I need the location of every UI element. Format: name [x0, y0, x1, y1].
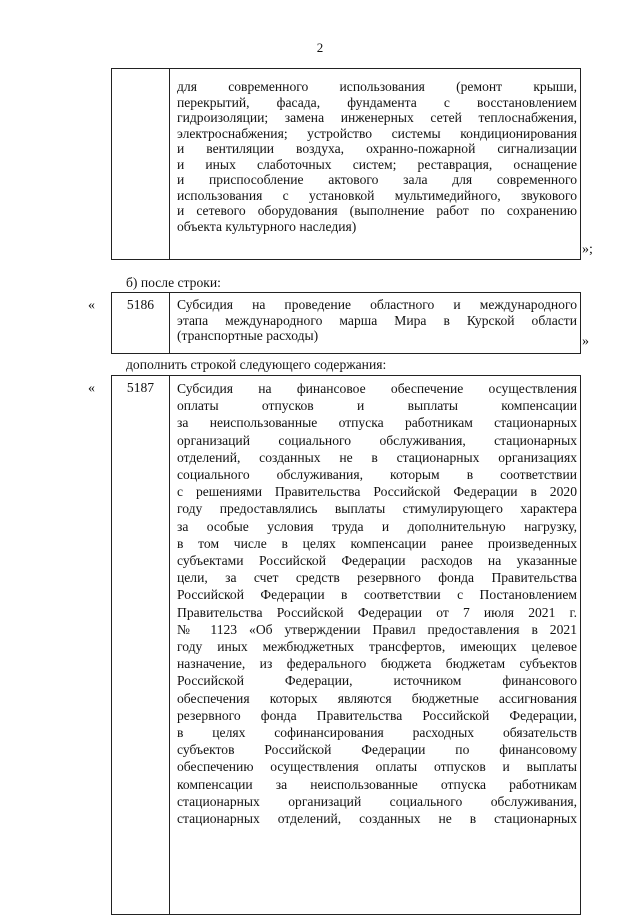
add-row-label: дополнить строкой следующего содержания:	[126, 357, 387, 372]
row-5187-text-line: Субсидия на финансовое обеспечение осуществления	[177, 381, 577, 396]
row-5187-text-line: назначение, из федерального бюджета бюджетам субъектов	[177, 656, 577, 672]
row-5186-code: 5186	[126, 297, 155, 312]
section-b-label: б) после строки:	[126, 275, 221, 290]
row-5186-table	[111, 292, 581, 354]
row-5187-text-line: обеспечения которых являются бюджетные ассигнования	[177, 690, 577, 706]
row-5187-text-line: компенсации за неиспользованные отпуска работникам	[177, 776, 577, 792]
row-5187-text-line: в том числе в целях компенсации ранее произведенных	[177, 535, 577, 551]
row-5187-open-quote: «	[88, 381, 95, 396]
row-5186-open-quote: «	[88, 298, 95, 313]
top-table-text-line: гидроизоляции; замена инженерных сетей теплоснабжения,	[177, 110, 577, 125]
row-5187-text-line: в целях софинансирования расходных обязательств	[177, 725, 577, 741]
row-5187-code: 5187	[126, 380, 155, 395]
row-5187-text-line: за особые условия труда и дополнительную нагрузку,	[177, 518, 577, 534]
row-5187-table	[111, 375, 581, 915]
row-5187-text-line: обеспечению осуществления оплаты отпусков и выплаты	[177, 759, 577, 775]
row-5187-text-line: стационарных отделений, созданных не в стационарных	[177, 811, 577, 827]
column-divider	[169, 292, 170, 354]
top-table-closing-mark: »;	[582, 242, 593, 257]
row-5187-text-line: году предоставлялись выплаты стимулирующего характера	[177, 501, 577, 517]
row-5187-text	[177, 380, 577, 827]
top-table-text-line: перекрытий, фасада, фундамента с восстановлением	[177, 94, 577, 110]
row-5186-text	[177, 297, 577, 344]
top-table-text-line: и приспособление актового зала для современного	[177, 172, 577, 187]
top-table-text-line: электроснабжения; устройство системы кондиционирования	[177, 125, 577, 141]
top-table-text-line: и вентиляции воздуха, охранно-пожарной сигнализации	[177, 141, 577, 156]
column-divider	[169, 375, 170, 915]
top-table-text-line: для современного использования (ремонт крыши,	[177, 79, 577, 94]
top-table-text	[177, 79, 577, 234]
column-divider	[169, 68, 170, 260]
row-5187-text-line: году иных межбюджетных трансфертов, имеющих целевое	[177, 639, 577, 655]
row-5186-close-quote: »	[582, 334, 589, 349]
row-5187-text-line: за неиспользованные отпуска работникам стационарных	[177, 415, 577, 431]
row-5187-text-line: оплаты отпусков и выплаты компенсации	[177, 398, 577, 414]
row-5187-text-line: Российской Федерации, источником финансового	[177, 673, 577, 689]
row-5187-text-line: цели, за счет средств резервного фонда Правительства	[177, 570, 577, 586]
row-5187-text-line: социального обслуживания, которым в соответствии	[177, 467, 577, 483]
row-5187-text-line: субъектами Российской Федерации расходов на указанные	[177, 553, 577, 569]
row-5187-text-line: Правительства Российской Федерации от 7 июля 2021 г.	[177, 604, 577, 620]
row-5187-text-line: с решениями Правительства Российской Федерации в 2020	[177, 484, 577, 500]
row-5187-text-line: организаций социального обслуживания, стационарных	[177, 432, 577, 448]
row-5187-text-line: резервного фонда Правительства Российской Федерации,	[177, 707, 577, 723]
row-5186-text-line: (транспортные расходы)	[177, 328, 319, 343]
row-5187-text-line: стационарных организаций социального обслуживания,	[177, 793, 577, 809]
top-table-text-line: и иных слаботочных систем; реставрация, оснащение	[177, 156, 577, 172]
row-5186-text-line: этапа международного марша Мира в Курской области	[177, 312, 577, 328]
row-5187-text-line: № 1123 «Об утверждении Правил предоставления в 2021	[177, 621, 577, 637]
row-5187-text-line: субъектов Российской Федерации по финансовому	[177, 742, 577, 758]
top-table-text-line: и сетевого оборудования (выполнение работ по сохранению	[177, 203, 577, 218]
top-table-text-line: использования с установкой мультимедийного, звукового	[177, 187, 577, 203]
row-5187-text-line: Российской Федерации в соответствии с Постановлением	[177, 587, 577, 603]
top-table-text-line: объекта культурного наследия)	[177, 218, 357, 234]
row-5187-text-line: отделений, созданных не в стационарных организациях	[177, 449, 577, 465]
top-table	[111, 68, 581, 260]
page-number: 2	[316, 40, 324, 55]
row-5186-text-line: Субсидия на проведение областного и международного	[177, 297, 577, 312]
